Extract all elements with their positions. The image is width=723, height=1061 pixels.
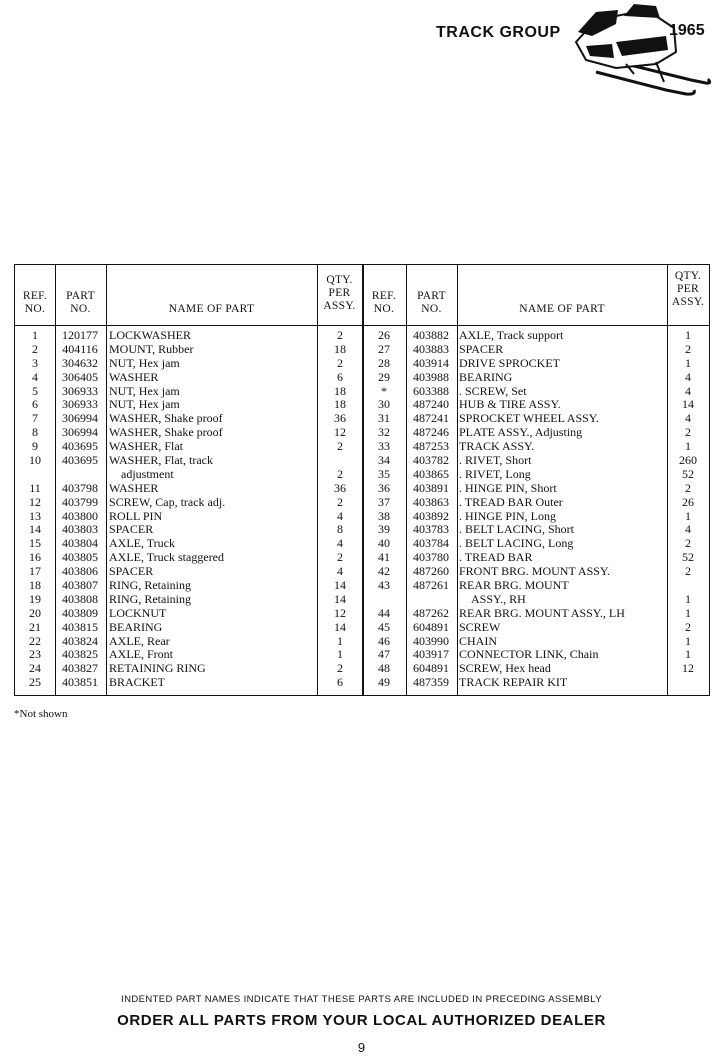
part-name: SPACER bbox=[109, 522, 154, 537]
part-number: 304632 bbox=[62, 355, 98, 370]
quantity: 4 bbox=[685, 522, 691, 537]
part-name: PLATE ASSY., Adjusting bbox=[459, 425, 583, 440]
table-row bbox=[362, 579, 709, 593]
quantity: 4 bbox=[337, 536, 343, 551]
table-row bbox=[362, 343, 709, 357]
table-row bbox=[362, 565, 709, 579]
table-row bbox=[15, 648, 362, 662]
ref-number: 11 bbox=[29, 480, 41, 495]
table-row bbox=[362, 357, 709, 371]
part-name: SCREW, Cap, track adj. bbox=[109, 494, 226, 509]
part-name: RING, Retaining bbox=[109, 591, 191, 606]
quantity: 12 bbox=[334, 425, 346, 440]
table-row bbox=[362, 676, 709, 690]
dealer-note: ORDER ALL PARTS FROM YOUR LOCAL AUTHORIZED DEALER bbox=[117, 1012, 606, 1029]
table-row bbox=[15, 537, 362, 551]
quantity: 4 bbox=[685, 411, 691, 426]
header-name-left: NAME OF PART bbox=[168, 303, 255, 315]
quantity: 14 bbox=[682, 397, 694, 412]
ref-number: 38 bbox=[378, 508, 390, 523]
table-row bbox=[15, 579, 362, 593]
part-number: 403883 bbox=[413, 341, 449, 356]
quantity: 2 bbox=[337, 661, 343, 676]
quantity: 2 bbox=[685, 619, 691, 634]
quantity: 12 bbox=[682, 661, 694, 676]
part-number: 604891 bbox=[413, 661, 449, 676]
quantity: 6 bbox=[337, 369, 343, 384]
ref-number: 40 bbox=[378, 536, 390, 551]
part-name: adjustment bbox=[121, 466, 174, 481]
ref-number: 49 bbox=[378, 675, 390, 690]
ref-number: 35 bbox=[378, 466, 390, 481]
part-name: LOCKWASHER bbox=[109, 328, 192, 342]
part-number: 403825 bbox=[62, 647, 98, 662]
quantity: 4 bbox=[337, 564, 343, 579]
table-row bbox=[15, 385, 362, 399]
table-row bbox=[362, 648, 709, 662]
footnote: *Not shown bbox=[14, 708, 68, 720]
table-row bbox=[15, 468, 362, 482]
ref-number: 24 bbox=[29, 661, 41, 676]
group-title: TRACK GROUP bbox=[436, 24, 561, 41]
quantity: 14 bbox=[334, 578, 346, 593]
header-part-right: PART NO. bbox=[417, 290, 446, 315]
quantity: 2 bbox=[685, 536, 691, 551]
ref-number: 13 bbox=[29, 508, 41, 523]
ref-number: 3 bbox=[32, 355, 38, 370]
snowmobile-illustration bbox=[556, 2, 712, 98]
part-name: AXLE, Track support bbox=[459, 328, 564, 342]
ref-number: 9 bbox=[32, 439, 38, 454]
header-qty-right: QTY. PER ASSY. bbox=[671, 270, 705, 308]
quantity: 2 bbox=[337, 439, 343, 454]
table-row bbox=[362, 371, 709, 385]
quantity: 4 bbox=[685, 369, 691, 384]
part-number: 306933 bbox=[62, 397, 98, 412]
part-number: 403780 bbox=[413, 550, 449, 565]
part-number: 403824 bbox=[62, 633, 98, 648]
header-part-left: PART NO. bbox=[66, 290, 95, 315]
quantity: 12 bbox=[334, 605, 346, 620]
part-name: . HINGE PIN, Long bbox=[459, 508, 556, 523]
part-number: 403865 bbox=[413, 466, 449, 481]
ref-number: 31 bbox=[378, 411, 390, 426]
quantity: 6 bbox=[337, 675, 343, 690]
left-parts-list bbox=[15, 329, 362, 690]
part-name: BRACKET bbox=[109, 675, 166, 690]
part-number: 306405 bbox=[62, 369, 98, 384]
part-name: ROLL PIN bbox=[109, 508, 163, 523]
part-name: WASHER, Shake proof bbox=[109, 411, 223, 426]
ref-number: * bbox=[381, 383, 387, 398]
part-number: 403891 bbox=[413, 480, 449, 495]
part-name: WASHER bbox=[109, 480, 159, 495]
ref-number: 45 bbox=[378, 619, 390, 634]
table-row bbox=[15, 426, 362, 440]
ref-number: 36 bbox=[378, 480, 390, 495]
part-number: 403988 bbox=[413, 369, 449, 384]
part-number: 403914 bbox=[413, 355, 449, 370]
indent-note: INDENTED PART NAMES INDICATE THAT THESE PARTS ARE INCLUDED IN PRECEDING ASSEMBLY bbox=[121, 994, 602, 1005]
ref-number: 32 bbox=[378, 425, 390, 440]
ref-number: 8 bbox=[32, 425, 38, 440]
ref-number: 22 bbox=[29, 633, 41, 648]
ref-number: 46 bbox=[378, 633, 390, 648]
table-row bbox=[15, 565, 362, 579]
quantity: 1 bbox=[685, 439, 691, 454]
table-row bbox=[362, 440, 709, 454]
table-row bbox=[362, 468, 709, 482]
part-name: ASSY., RH bbox=[471, 591, 526, 606]
table-row bbox=[15, 496, 362, 510]
part-name: RING, Retaining bbox=[109, 578, 191, 593]
ref-number: 12 bbox=[29, 494, 41, 509]
table-row bbox=[15, 551, 362, 565]
part-number: 487260 bbox=[413, 564, 449, 579]
part-number: 403882 bbox=[413, 328, 449, 342]
part-name: FRONT BRG. MOUNT ASSY. bbox=[459, 564, 611, 579]
part-name: REAR BRG. MOUNT bbox=[459, 578, 569, 593]
part-name: NUT, Hex jam bbox=[109, 355, 180, 370]
table-row bbox=[362, 607, 709, 621]
table-row bbox=[362, 621, 709, 635]
page-number: 9 bbox=[357, 1040, 366, 1055]
table-row bbox=[362, 385, 709, 399]
quantity: 1 bbox=[685, 328, 691, 342]
part-number: 403800 bbox=[62, 508, 98, 523]
part-number: 487262 bbox=[413, 605, 449, 620]
ref-number: 2 bbox=[32, 341, 38, 356]
quantity: 26 bbox=[682, 494, 694, 509]
part-number: 403784 bbox=[413, 536, 449, 551]
part-number: 403695 bbox=[62, 439, 98, 454]
part-number: 487253 bbox=[413, 439, 449, 454]
part-number: 403807 bbox=[62, 578, 98, 593]
part-number: 403804 bbox=[62, 536, 98, 551]
part-number: 603388 bbox=[413, 383, 449, 398]
quantity: 18 bbox=[334, 383, 346, 398]
part-name: . BELT LACING, Short bbox=[459, 522, 575, 537]
ref-number: 15 bbox=[29, 536, 41, 551]
quantity: 2 bbox=[337, 355, 343, 370]
ref-number: 10 bbox=[29, 453, 41, 468]
part-number: 403892 bbox=[413, 508, 449, 523]
table-row bbox=[362, 482, 709, 496]
part-number: 403851 bbox=[62, 675, 98, 690]
quantity: 1 bbox=[685, 591, 691, 606]
ref-number: 1 bbox=[32, 328, 38, 342]
ref-number: 41 bbox=[378, 550, 390, 565]
quantity: 18 bbox=[334, 397, 346, 412]
quantity: 52 bbox=[682, 466, 694, 481]
quantity: 2 bbox=[685, 564, 691, 579]
part-number: 403990 bbox=[413, 633, 449, 648]
part-number: 487261 bbox=[413, 578, 449, 593]
ref-number: 28 bbox=[378, 355, 390, 370]
part-number: 306994 bbox=[62, 411, 98, 426]
part-name: . TREAD BAR Outer bbox=[459, 494, 563, 509]
quantity: 2 bbox=[337, 466, 343, 481]
part-name: WASHER bbox=[109, 369, 159, 384]
part-name: . BELT LACING, Long bbox=[459, 536, 574, 551]
part-name: WASHER, Flat bbox=[109, 439, 184, 454]
part-name: AXLE, Front bbox=[109, 647, 173, 662]
part-number: 306933 bbox=[62, 383, 98, 398]
quantity: 18 bbox=[334, 341, 346, 356]
ref-number: 42 bbox=[378, 564, 390, 579]
part-number: 403783 bbox=[413, 522, 449, 537]
ref-number: 19 bbox=[29, 591, 41, 606]
quantity: 1 bbox=[685, 355, 691, 370]
part-name: . HINGE PIN, Short bbox=[459, 480, 557, 495]
part-number: 403815 bbox=[62, 619, 98, 634]
part-number: 487241 bbox=[413, 411, 449, 426]
part-name: CHAIN bbox=[459, 633, 497, 648]
part-name: . RIVET, Long bbox=[459, 466, 531, 481]
parts-table bbox=[14, 264, 710, 696]
part-name: AXLE, Truck staggered bbox=[109, 550, 224, 565]
ref-number: 34 bbox=[378, 453, 390, 468]
ref-number: 33 bbox=[378, 439, 390, 454]
table-row bbox=[15, 662, 362, 676]
part-number: 403863 bbox=[413, 494, 449, 509]
quantity: 260 bbox=[679, 453, 697, 468]
quantity: 14 bbox=[334, 591, 346, 606]
part-number: 403782 bbox=[413, 453, 449, 468]
ref-number: 4 bbox=[32, 369, 38, 384]
part-number: 404116 bbox=[62, 341, 98, 356]
header-qty-left: QTY. PER ASSY. bbox=[323, 274, 356, 312]
quantity: 1 bbox=[685, 605, 691, 620]
part-name: . SCREW, Set bbox=[459, 383, 527, 398]
table-row bbox=[15, 607, 362, 621]
part-number: 403805 bbox=[62, 550, 98, 565]
table-row bbox=[362, 412, 709, 426]
table-row bbox=[362, 454, 709, 468]
quantity: 1 bbox=[337, 633, 343, 648]
table-row bbox=[362, 398, 709, 412]
part-number: 487246 bbox=[413, 425, 449, 440]
table-row bbox=[362, 662, 709, 676]
part-number: 487240 bbox=[413, 397, 449, 412]
table-row bbox=[362, 635, 709, 649]
table-row bbox=[15, 329, 362, 343]
quantity: 36 bbox=[334, 411, 346, 426]
quantity: 2 bbox=[685, 480, 691, 495]
ref-number: 29 bbox=[378, 369, 390, 384]
header-ref-right: REF. NO. bbox=[371, 290, 397, 315]
table-row bbox=[362, 551, 709, 565]
quantity: 1 bbox=[337, 647, 343, 662]
part-name: BEARING bbox=[109, 619, 163, 634]
part-number: 120177 bbox=[62, 328, 98, 342]
part-name: SPROCKET WHEEL ASSY. bbox=[459, 411, 599, 426]
table-row bbox=[15, 440, 362, 454]
header-rule bbox=[15, 325, 709, 326]
part-name: AXLE, Truck bbox=[109, 536, 176, 551]
ref-number: 14 bbox=[29, 522, 41, 537]
part-name: LOCKNUT bbox=[109, 605, 167, 620]
ref-number: 48 bbox=[378, 661, 390, 676]
part-name: RETAINING RING bbox=[109, 661, 206, 676]
table-row bbox=[362, 523, 709, 537]
part-number: 403806 bbox=[62, 564, 98, 579]
part-name: SCREW, Hex head bbox=[459, 661, 551, 676]
part-number: 403695 bbox=[62, 453, 98, 468]
table-row bbox=[362, 510, 709, 524]
ref-number: 7 bbox=[32, 411, 38, 426]
table-row bbox=[15, 523, 362, 537]
quantity: 4 bbox=[685, 383, 691, 398]
ref-number: 25 bbox=[29, 675, 41, 690]
part-number: 403798 bbox=[62, 480, 98, 495]
ref-number: 23 bbox=[29, 647, 41, 662]
header-name-right: NAME OF PART bbox=[519, 303, 605, 315]
part-name: DRIVE SPROCKET bbox=[459, 355, 561, 370]
quantity: 1 bbox=[685, 633, 691, 648]
ref-number: 20 bbox=[29, 605, 41, 620]
quantity: 1 bbox=[685, 647, 691, 662]
table-row bbox=[362, 426, 709, 440]
ref-number: 37 bbox=[378, 494, 390, 509]
table-row bbox=[15, 635, 362, 649]
ref-number: 27 bbox=[378, 341, 390, 356]
table-row bbox=[15, 482, 362, 496]
ref-number: 47 bbox=[378, 647, 390, 662]
ref-number: 44 bbox=[378, 605, 390, 620]
ref-number: 16 bbox=[29, 550, 41, 565]
quantity: 2 bbox=[337, 328, 343, 342]
part-name: TRACK ASSY. bbox=[459, 439, 535, 454]
year-label: 1965 bbox=[669, 22, 705, 39]
part-number: 403809 bbox=[62, 605, 98, 620]
table-row bbox=[362, 329, 709, 343]
part-number: 403799 bbox=[62, 494, 98, 509]
ref-number: 18 bbox=[29, 578, 41, 593]
table-row bbox=[15, 676, 362, 690]
table-row bbox=[15, 398, 362, 412]
part-name: SPACER bbox=[109, 564, 154, 579]
ref-number: 21 bbox=[29, 619, 41, 634]
table-row bbox=[15, 371, 362, 385]
part-name: . RIVET, Short bbox=[459, 453, 532, 468]
part-number: 604891 bbox=[413, 619, 449, 634]
part-name: NUT, Hex jam bbox=[109, 383, 180, 398]
quantity: 14 bbox=[334, 619, 346, 634]
table-row bbox=[15, 510, 362, 524]
table-row bbox=[15, 621, 362, 635]
part-name: SCREW bbox=[459, 619, 501, 634]
quantity: 8 bbox=[337, 522, 343, 537]
table-row bbox=[362, 496, 709, 510]
part-name: . TREAD BAR bbox=[459, 550, 533, 565]
part-name: CONNECTOR LINK, Chain bbox=[459, 647, 599, 662]
ref-number: 5 bbox=[32, 383, 38, 398]
ref-number: 26 bbox=[378, 328, 390, 342]
part-number: 487359 bbox=[413, 675, 449, 690]
part-name: HUB & TIRE ASSY. bbox=[459, 397, 561, 412]
part-name: WASHER, Shake proof bbox=[109, 425, 223, 440]
quantity: 52 bbox=[682, 550, 694, 565]
part-name: MOUNT, Rubber bbox=[109, 341, 194, 356]
part-number: 306994 bbox=[62, 425, 98, 440]
ref-number: 43 bbox=[378, 578, 390, 593]
header-ref-left: REF. NO. bbox=[22, 290, 48, 315]
quantity: 2 bbox=[685, 341, 691, 356]
part-name: REAR BRG. MOUNT ASSY., LH bbox=[459, 605, 625, 620]
table-row bbox=[15, 454, 362, 468]
table-row bbox=[15, 343, 362, 357]
table-row bbox=[15, 412, 362, 426]
part-number: 403827 bbox=[62, 661, 98, 676]
part-name: NUT, Hex jam bbox=[109, 397, 180, 412]
part-name: BEARING bbox=[459, 369, 513, 384]
part-name: SPACER bbox=[459, 341, 504, 356]
table-row bbox=[362, 537, 709, 551]
part-name: AXLE, Rear bbox=[109, 633, 170, 648]
quantity: 2 bbox=[685, 425, 691, 440]
ref-number: 39 bbox=[378, 522, 390, 537]
table-row bbox=[362, 593, 709, 607]
table-row bbox=[15, 357, 362, 371]
part-number: 403808 bbox=[62, 591, 98, 606]
part-number: 403917 bbox=[413, 647, 449, 662]
ref-number: 17 bbox=[29, 564, 41, 579]
quantity: 1 bbox=[685, 508, 691, 523]
quantity: 2 bbox=[337, 550, 343, 565]
table-row bbox=[15, 593, 362, 607]
ref-number: 6 bbox=[32, 397, 38, 412]
quantity: 36 bbox=[334, 480, 346, 495]
ref-number: 30 bbox=[378, 397, 390, 412]
quantity: 4 bbox=[337, 508, 343, 523]
part-number: 403803 bbox=[62, 522, 98, 537]
part-name: TRACK REPAIR KIT bbox=[459, 675, 568, 690]
right-parts-list bbox=[362, 329, 709, 690]
part-name: WASHER, Flat, track bbox=[109, 453, 213, 468]
quantity: 2 bbox=[337, 494, 343, 509]
